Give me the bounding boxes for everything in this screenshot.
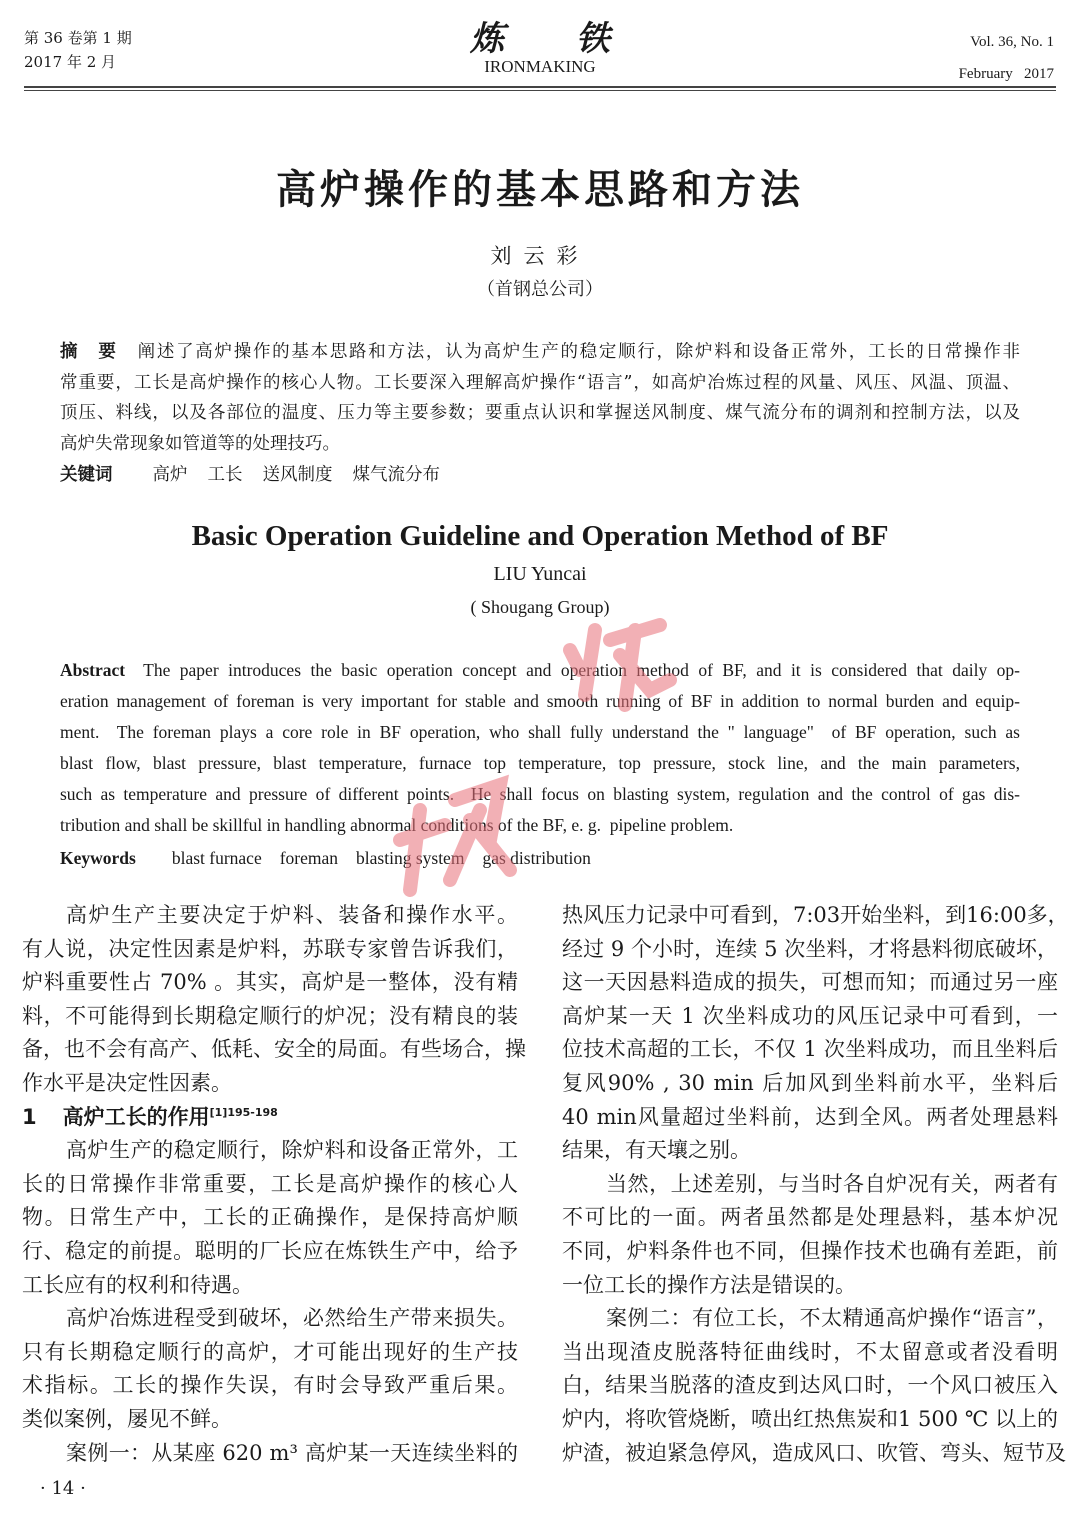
- paragraph-line: 当然，上述差别，与当时各自炉况有关，两者有: [606, 1171, 1058, 1196]
- paragraph-line: 高炉生产的稳定顺行，除炉料和设备正常外，工: [66, 1138, 518, 1163]
- abstract-cn-line: [60, 398, 1020, 429]
- abstract-en-line: [60, 655, 1020, 686]
- paragraph: [22, 1134, 518, 1302]
- paragraph-line: 复风90% , 30 min 后加风到坐料前水平，坐料后: [562, 1070, 1058, 1095]
- body-column-right: [562, 899, 1069, 1470]
- paragraph-line: 不可比的一面。两者虽然都是处理悬料，基本炉况: [562, 1205, 1058, 1230]
- paragraph-line: 行、稳定的前提。聪明的厂长应在炼铁生产中，给予: [22, 1238, 518, 1263]
- abstract-cn-text: 阐述了高炉操作的基本思路和方法，认为高炉生产的稳定顺行，除炉料和设备正常外，工长的日常操作非: [137, 342, 1020, 362]
- author-cn: 刘云彩: [490, 244, 590, 268]
- keyword: 煤气流分布: [352, 464, 440, 485]
- abstract-en-text: eration management of foreman is very important for stable and smooth running of BF in addition to normal burden and equip-: [60, 691, 1020, 711]
- paragraph: [22, 1437, 518, 1471]
- section-heading: [22, 1101, 518, 1135]
- keywords-cn-label: 关键词: [60, 464, 113, 485]
- paragraph-line: 案例二：有位工长，不太精通高炉操作“语言”，: [606, 1306, 1058, 1331]
- header-rule-thin: [24, 90, 1056, 91]
- paragraph-line: 一位工长的操作方法是错误的。: [562, 1272, 856, 1297]
- date-en: February 2017: [958, 66, 1054, 82]
- abstract-cn-line: [60, 429, 1020, 460]
- page-number: · 14 ·: [40, 1478, 86, 1499]
- paragraph-line: 高炉生产主要决定于炉料、装备和操作水平。: [66, 903, 518, 927]
- body-column-left: [22, 899, 526, 1470]
- paragraph: [22, 1302, 518, 1436]
- keywords-cn: [60, 460, 1020, 491]
- paragraph-line: 术指标。工长的操作失误，有时会导致严重后果。: [22, 1373, 518, 1398]
- paragraph-line: 备，也不会有高产、低耗、安全的局面。有些场合，操: [22, 1037, 526, 1062]
- abstract-en-label: Abstract: [60, 660, 126, 680]
- watermark-stroke: [610, 625, 660, 640]
- paragraph: [562, 1168, 1058, 1302]
- citation: [1]195-198: [209, 1105, 278, 1119]
- abstract-cn-text: 顶压、料线，以及各部位的温度、压力等主要参数；要重点认识和掌握送风制度、煤气流分布的调剂和控制方法，以及: [60, 403, 1020, 424]
- abstract-en-text: ment. The foreman plays a core role in BF operation, who shall fully understand the " language" of BF operation, such as: [60, 722, 1020, 742]
- paragraph-line: 当出现渣皮脱落特征曲线时，不太留意或者没看明: [562, 1339, 1058, 1364]
- section-title: 高炉工长的作用: [62, 1104, 210, 1129]
- abstract-en-line: [60, 748, 1020, 779]
- paper-title-cn: 高炉操作的基本思路和方法: [276, 166, 804, 213]
- paragraph: [562, 1302, 1066, 1470]
- abstract-en-text: blast flow, blast pressure, blast temperature, furnace top temperature, top pressure, stock line, and the main parameters,: [60, 753, 1020, 773]
- paragraph-line: 炉料重要性占 70% 。其实，高炉是一整体，没有精: [22, 970, 518, 995]
- journal-name-cn: 炼 铁: [470, 19, 640, 59]
- paragraph-line: 作水平是决定性因素。: [22, 1070, 232, 1095]
- paragraph-line: 工长应有的权利和待遇。: [22, 1272, 253, 1297]
- header-rule: [24, 86, 1056, 88]
- paragraph-line: 长的日常操作非常重要，工长是高炉操作的核心人: [22, 1171, 518, 1196]
- paragraph-line: 只有长期稳定顺行的高炉，才可能出现好的生产技: [22, 1339, 518, 1364]
- issue-cn: 第 36 卷第 1 期: [24, 29, 132, 47]
- abstract-cn-line: [60, 337, 1020, 368]
- abstract-cn-label: 摘 要: [60, 342, 118, 362]
- paragraph-line: 位技术高超的工长，不仅 1 次坐料成功，而且坐料后: [562, 1037, 1058, 1062]
- abstract-en-text: The paper introduces the basic operation concept and operation method of BF, and it is considered that daily op-: [143, 660, 1020, 680]
- keyword: blasting system: [356, 848, 465, 868]
- paragraph-line: 炉渣，被迫紧急停风，造成风口、吹管、弯头、短节及: [562, 1440, 1066, 1465]
- paragraph-line: 高炉某一天 1 次坐料成功的风压记录中可看到，一: [562, 1003, 1058, 1028]
- journal-name-en: IRONMAKING: [484, 57, 596, 76]
- abstract-en-line: [60, 810, 1020, 841]
- keyword: 高炉: [152, 464, 188, 485]
- abstract-en: [60, 655, 1020, 841]
- section-number: 1: [22, 1104, 37, 1129]
- paragraph-line: 不同，炉料条件也不同，但操作技术也确有差距，前: [562, 1238, 1058, 1263]
- issue-en: Vol. 36, No. 1: [970, 34, 1054, 50]
- paragraph-line: 热风压力记录中可看到，7:03开始坐料，到16:00多，: [562, 903, 1069, 927]
- paragraph: [22, 899, 526, 1101]
- date-cn: 2017 年 2 月: [24, 53, 117, 71]
- paragraph: [562, 899, 1069, 1168]
- keyword: 送风制度: [262, 464, 333, 485]
- affiliation-cn: （首钢总公司）: [477, 279, 603, 300]
- author-en: LIU Yuncai: [493, 563, 587, 585]
- abstract-cn-text: 高炉失常现象如管道等的处理技巧。: [60, 434, 340, 455]
- paragraph-line: 物。日常生产中，工长的正确操作，是保持高炉顺: [22, 1205, 518, 1230]
- abstract-en-line: [60, 686, 1020, 717]
- paragraph-line: 白，结果当脱落的渣皮到达风口时，一个风口被压入: [562, 1373, 1058, 1398]
- abstract-en-text: tribution and shall be skillful in handling abnormal conditions of the BF, e. g. pipeline problem.: [60, 815, 734, 835]
- abstract-en-line: [60, 717, 1020, 748]
- keyword-list: [172, 848, 609, 868]
- paragraph-line: 高炉冶炼进程受到破坏，必然给生产带来损失。: [66, 1306, 518, 1331]
- paragraph-line: 炉内，将吹管烧断，喷出红热焦炭和1 500 ℃ 以上的: [562, 1406, 1058, 1431]
- abstract-en-text: such as temperature and pressure of different points. He shall focus on blasting system, regulation and the control of gas dis-: [60, 784, 1020, 804]
- abstract-cn: [60, 337, 1020, 491]
- issue-info-en: [959, 26, 1054, 90]
- issue-info-cn: [24, 26, 132, 74]
- paragraph-line: 有人说，决定性因素是炉料，苏联专家曾告诉我们，: [22, 936, 518, 961]
- keyword: 工长: [207, 464, 243, 485]
- journal-logo: [420, 20, 660, 76]
- paper-title-en: Basic Operation Guideline and Operation Method of BF: [191, 520, 889, 552]
- keyword: gas distribution: [482, 848, 591, 868]
- keywords-en: [60, 847, 627, 869]
- paragraph-line: 料，不可能得到长期稳定顺行的炉况；没有精良的装: [22, 1003, 518, 1028]
- keyword: foreman: [279, 848, 339, 868]
- paragraph-line: 类似案例，屡见不鲜。: [22, 1406, 232, 1431]
- abstract-en-line: [60, 779, 1020, 810]
- keywords-en-label: Keywords: [60, 848, 136, 868]
- abstract-cn-text: 常重要，工长是高炉操作的核心人物。工长要深入理解高炉操作“语言”，如高炉冶炼过程的风量、风压、风温、顶温、: [60, 372, 1020, 393]
- paragraph-line: 案例一：从某座 620 m³ 高炉某一天连续坐料的: [66, 1440, 518, 1465]
- paragraph-line: 这一天因悬料造成的损失，可想而知；而通过另一座: [562, 970, 1058, 995]
- paragraph-line: 40 min风量超过坐料前，达到全风。两者处理悬料: [562, 1104, 1058, 1129]
- keyword-list: [153, 465, 461, 485]
- paragraph-line: 经过 9 个小时，连续 5 次坐料，才将悬料彻底破坏，: [562, 936, 1058, 961]
- affiliation-en: ( Shougang Group): [470, 597, 610, 617]
- paragraph-line: 结果，有天壤之别。: [562, 1138, 751, 1163]
- keyword: blast furnace: [171, 848, 262, 868]
- abstract-cn-line: [60, 368, 1020, 399]
